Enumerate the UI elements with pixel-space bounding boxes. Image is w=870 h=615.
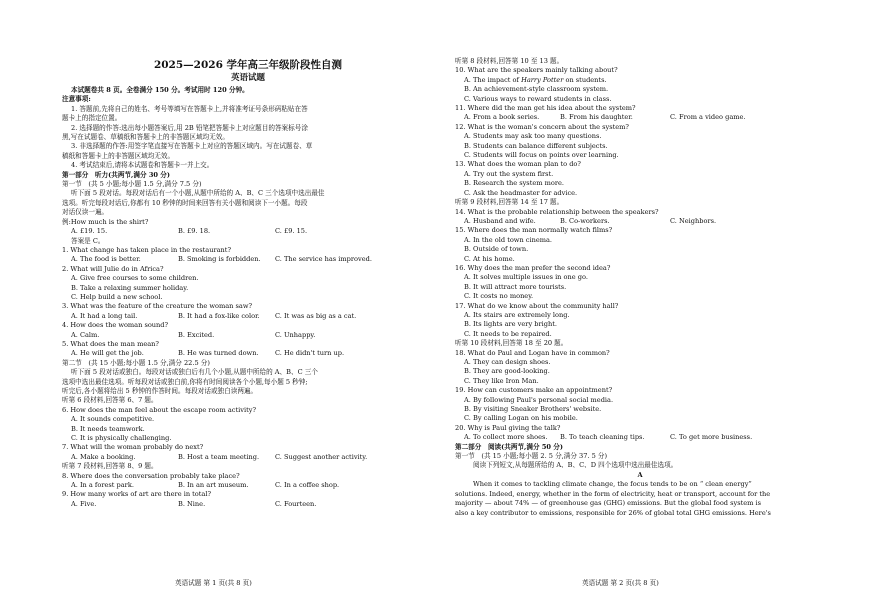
question-options — [62, 312, 434, 321]
option: A. Try out the system first. — [464, 169, 554, 178]
option: C. Students will focus on points over learning. — [464, 151, 619, 160]
option: A. Its stairs are extremely long. — [464, 310, 570, 319]
question: 5. What does the man mean? — [62, 339, 159, 348]
option: C. He didn't turn up. — [275, 349, 345, 358]
question: 18. What do Paul and Logan have in common? — [455, 348, 610, 357]
material-instruction: 听第 10 段材料,回答第 18 至 20 题。 — [455, 339, 568, 348]
option: C. Ask the headmaster for advice. — [464, 188, 578, 197]
question-options — [62, 331, 434, 340]
option: B. He was turned down. — [178, 349, 259, 358]
option: A. The food is better. — [71, 255, 141, 264]
option: B. Excited. — [178, 330, 215, 339]
option: B. To teach cleaning tips. — [560, 433, 645, 442]
option: A. To collect more shoes. — [464, 433, 548, 442]
section-instructions: 听下面 5 段对话。每段对话后有一个小题,从题中所给的 A、B、C 三个选项中选出最佳 — [71, 189, 325, 198]
subject-title: 英语试题 — [230, 73, 265, 83]
question-options — [62, 481, 434, 490]
example-question: 例:How much is the shirt? — [62, 217, 149, 226]
part2-heading: 第二部分 阅读(共两节,满分 50 分) — [455, 442, 564, 451]
question: 15. Where does the man normally watch films? — [455, 226, 613, 235]
option: B. Co-workers. — [560, 216, 610, 225]
question: 20. Why is Paul giving the talk? — [455, 423, 561, 432]
option: A. He will get the job. — [71, 349, 144, 358]
section-instructions: 选项。听完每段对话后,你都有 10 秒钟的时间来回答有关小题和阅读下一小题。每段 — [62, 198, 308, 207]
page-footer-left: 英语试题 第 1 页(共 8 页) — [175, 579, 252, 587]
question: 16. Why does the man prefer the second idea? — [455, 263, 611, 272]
option: C. Fourteen. — [275, 499, 317, 508]
note-line: 3. 非选择题的作答:用签字笔直接写在答题卡上对应的答题区域内。写在试题卷、草 — [71, 142, 313, 151]
section2-heading: 第二节 (共 15 小题;每小题 1.5 分,满分 22.5 分) — [62, 358, 210, 367]
option: C. Suggest another activity. — [275, 452, 368, 461]
option: B. It will attract more tourists. — [464, 282, 567, 291]
option-text: A. The impact of — [464, 75, 522, 84]
option: B. They are good-looking. — [464, 367, 550, 376]
option: B. Students can balance different subjects. — [464, 141, 608, 150]
option: C. In a coffee shop. — [275, 481, 340, 490]
option: B. Nine. — [178, 499, 206, 508]
option: B. An achievement-style classroom system. — [464, 85, 609, 94]
option: B. Host a team meeting. — [178, 452, 260, 461]
material-instruction: 听第 7 段材料,回答第 8、9 题。 — [62, 462, 158, 471]
option: C. It is physically challenging. — [71, 434, 172, 443]
option: A. It sounds competitive. — [71, 415, 155, 424]
option: A. Give free courses to some children. — [71, 274, 199, 283]
section-instructions: 对话仅读一遍。 — [62, 208, 109, 217]
question: 7. What will the woman probably do next? — [62, 443, 204, 452]
option: C. It needs to be repaired. — [464, 329, 552, 338]
left-column — [62, 58, 434, 509]
option: C. They like Iron Man. — [464, 376, 539, 385]
question: 1. What change has taken place in the restaurant? — [62, 245, 231, 254]
note-line: 2. 选择题的作答:选出每小题答案后,用 2B 铅笔把答题卡上对应题目的答案标号涂 — [71, 123, 308, 132]
book-title: Harry Potter — [521, 75, 564, 84]
option: C. From a video game. — [670, 113, 746, 122]
note-line: 稿纸和答题卡上的非答题区域均无效。 — [62, 151, 175, 160]
page-title: 2025—2026 学年高三年级阶段性自测 — [153, 59, 343, 71]
option: C. £9. 15. — [275, 227, 308, 236]
option: B. Research the system more. — [464, 179, 564, 188]
option: A. Students may ask too many questions. — [464, 132, 602, 141]
note-line: 黑,写在试题卷、草稿纸和答题卡上的非答题区域均无效。 — [62, 133, 229, 142]
question-options — [62, 255, 434, 264]
option-text: on students. — [563, 75, 607, 84]
option: A. In the old town cinema. — [464, 235, 553, 244]
exam-info: 本试题卷共 8 页。全卷满分 150 分。考试用时 120 分钟。 — [71, 86, 249, 94]
option: C. To get more business. — [670, 433, 753, 442]
example-options — [62, 227, 434, 236]
question-options — [62, 500, 434, 509]
option: A. Calm. — [71, 330, 100, 339]
option: B. In an art museum. — [178, 481, 249, 490]
option: B. Take a relaxing summer holiday. — [71, 283, 189, 292]
section-instructions: 选项中选出最佳选项。听每段对话或独白前,你将有时间阅读各个小题,每小题 5 秒钟; — [62, 377, 308, 386]
right-column — [455, 57, 825, 518]
option: C. The service has improved. — [275, 255, 372, 264]
option: C. Neighbors. — [670, 216, 717, 225]
question: 2. What will Julie do in Africa? — [62, 264, 164, 273]
passage-line: also a key contributor to emissions, responsible for 26% of global total GHG emissions. Here's — [455, 508, 771, 517]
option: C. By calling Logan on his mobile. — [464, 414, 578, 423]
question-options — [455, 217, 825, 226]
question: 17. What do we know about the community hall? — [455, 301, 619, 310]
option: C. It costs no money. — [464, 292, 534, 301]
passage-line: When it comes to tackling climate change, the focus tends to be on “ clean energy” — [473, 480, 752, 489]
question-options — [62, 349, 434, 358]
page-footer-right: 英语试题 第 2 页(共 8 页) — [582, 579, 659, 587]
option: A. Five. — [71, 499, 97, 508]
question-options — [455, 113, 825, 122]
question: 10. What are the speakers mainly talking about? — [455, 66, 618, 75]
material-instruction: 听第 6 段材料,回答第 6、7 题。 — [62, 396, 158, 405]
option: A. From a book series. — [464, 113, 540, 122]
question: 11. Where did the man get his idea about the system? — [455, 104, 636, 113]
option: A. Husband and wife. — [464, 216, 536, 225]
question-options — [62, 453, 434, 462]
option: A. It solves multiple issues in one go. — [464, 273, 588, 282]
reading-section1-heading: 第一节 (共 15 小题;每小题 2. 5 分,满分 37. 5 分) — [455, 452, 608, 461]
question: 13. What does the woman plan to do? — [455, 160, 581, 169]
option: B. Its lights are very bright. — [464, 320, 557, 329]
option: C. Various ways to reward students in class. — [464, 94, 612, 103]
option: B. Smoking is forbidden. — [178, 255, 261, 264]
option: A. By following Paul's personal social media. — [464, 395, 614, 404]
question: 8. Where does the conversation probably take place? — [62, 471, 240, 480]
section1-heading: 第一节 (共 5 小题;每小题 1.5 分,满分 7.5 分) — [62, 180, 202, 189]
question: 12. What is the woman's concern about the system? — [455, 122, 629, 131]
option: A. £19. 15. — [71, 227, 108, 236]
option: B. By visiting Sneaker Brothers' website. — [464, 405, 602, 414]
option: C. Unhappy. — [275, 330, 316, 339]
option: A. Make a booking. — [71, 452, 136, 461]
section-instructions: 听完后,各小题将给出 5 秒钟的作答时间。每段对话或独白读两遍。 — [62, 387, 258, 395]
option: A. In a forest park. — [71, 481, 134, 490]
option: B. £9. 18. — [178, 227, 211, 236]
section-instructions: 听下面 5 段对话或独白。每段对话或独白后有几个小题,从题中所给的 A、B、C 三个 — [71, 368, 318, 377]
question: 4. How does the woman sound? — [62, 321, 169, 330]
example-answer: 答案是 C。 — [71, 236, 105, 245]
option: C. Help build a new school. — [71, 292, 163, 301]
option: A. It had a long tail. — [71, 311, 138, 320]
material-instruction: 听第 8 段材料,回答第 10 至 13 题。 — [455, 57, 564, 65]
part1-heading: 第一部分 听力(共两节,满分 30 分) — [62, 170, 171, 179]
option: B. It needs teamwork. — [71, 424, 145, 433]
question: 19. How can customers make an appointment? — [455, 386, 613, 395]
material-instruction: 听第 9 段材料,回答第 14 至 17 题。 — [455, 198, 564, 207]
option: B. It had a fox-like color. — [178, 311, 260, 320]
note-line: 题卡上的指定位置。 — [62, 114, 122, 123]
question: 9. How many works of art are there in total? — [62, 490, 212, 499]
notes-heading: 注意事项: — [62, 95, 91, 104]
note-line: 1. 答题前,先将自己的姓名、考号等填写在答题卡上,并将准考证号条形码粘贴在答 — [71, 104, 308, 113]
passage-line: majority — about 74% — of greenhouse gas (GHG) emissions. But the global food system is — [455, 499, 762, 508]
reading-instructions: 阅读下列短文,从每题所给的 A、B、C、D 四个选项中选出最佳选项。 — [473, 461, 678, 470]
question-options — [455, 433, 825, 442]
option — [455, 76, 825, 85]
passage-line: solutions. Indeed, energy, whether in the form of electricity, heat or transport, account for the — [455, 489, 771, 498]
option: C. It was as big as a cat. — [275, 311, 357, 320]
option: C. At his home. — [464, 254, 515, 263]
question: 3. What was the feature of the creature the woman saw? — [62, 302, 253, 311]
option: B. From his daughter. — [560, 113, 633, 122]
note-line: 4. 考试结束后,请将本试题卷和答题卡一并上交。 — [71, 161, 214, 170]
option: A. They can design shoes. — [464, 358, 551, 366]
question: 14. What is the probable relationship between the speakers? — [455, 207, 659, 216]
question: 6. How does the man feel about the escape room activity? — [62, 405, 256, 414]
passage-label: A — [637, 470, 643, 479]
option: B. Outside of town. — [464, 245, 529, 254]
